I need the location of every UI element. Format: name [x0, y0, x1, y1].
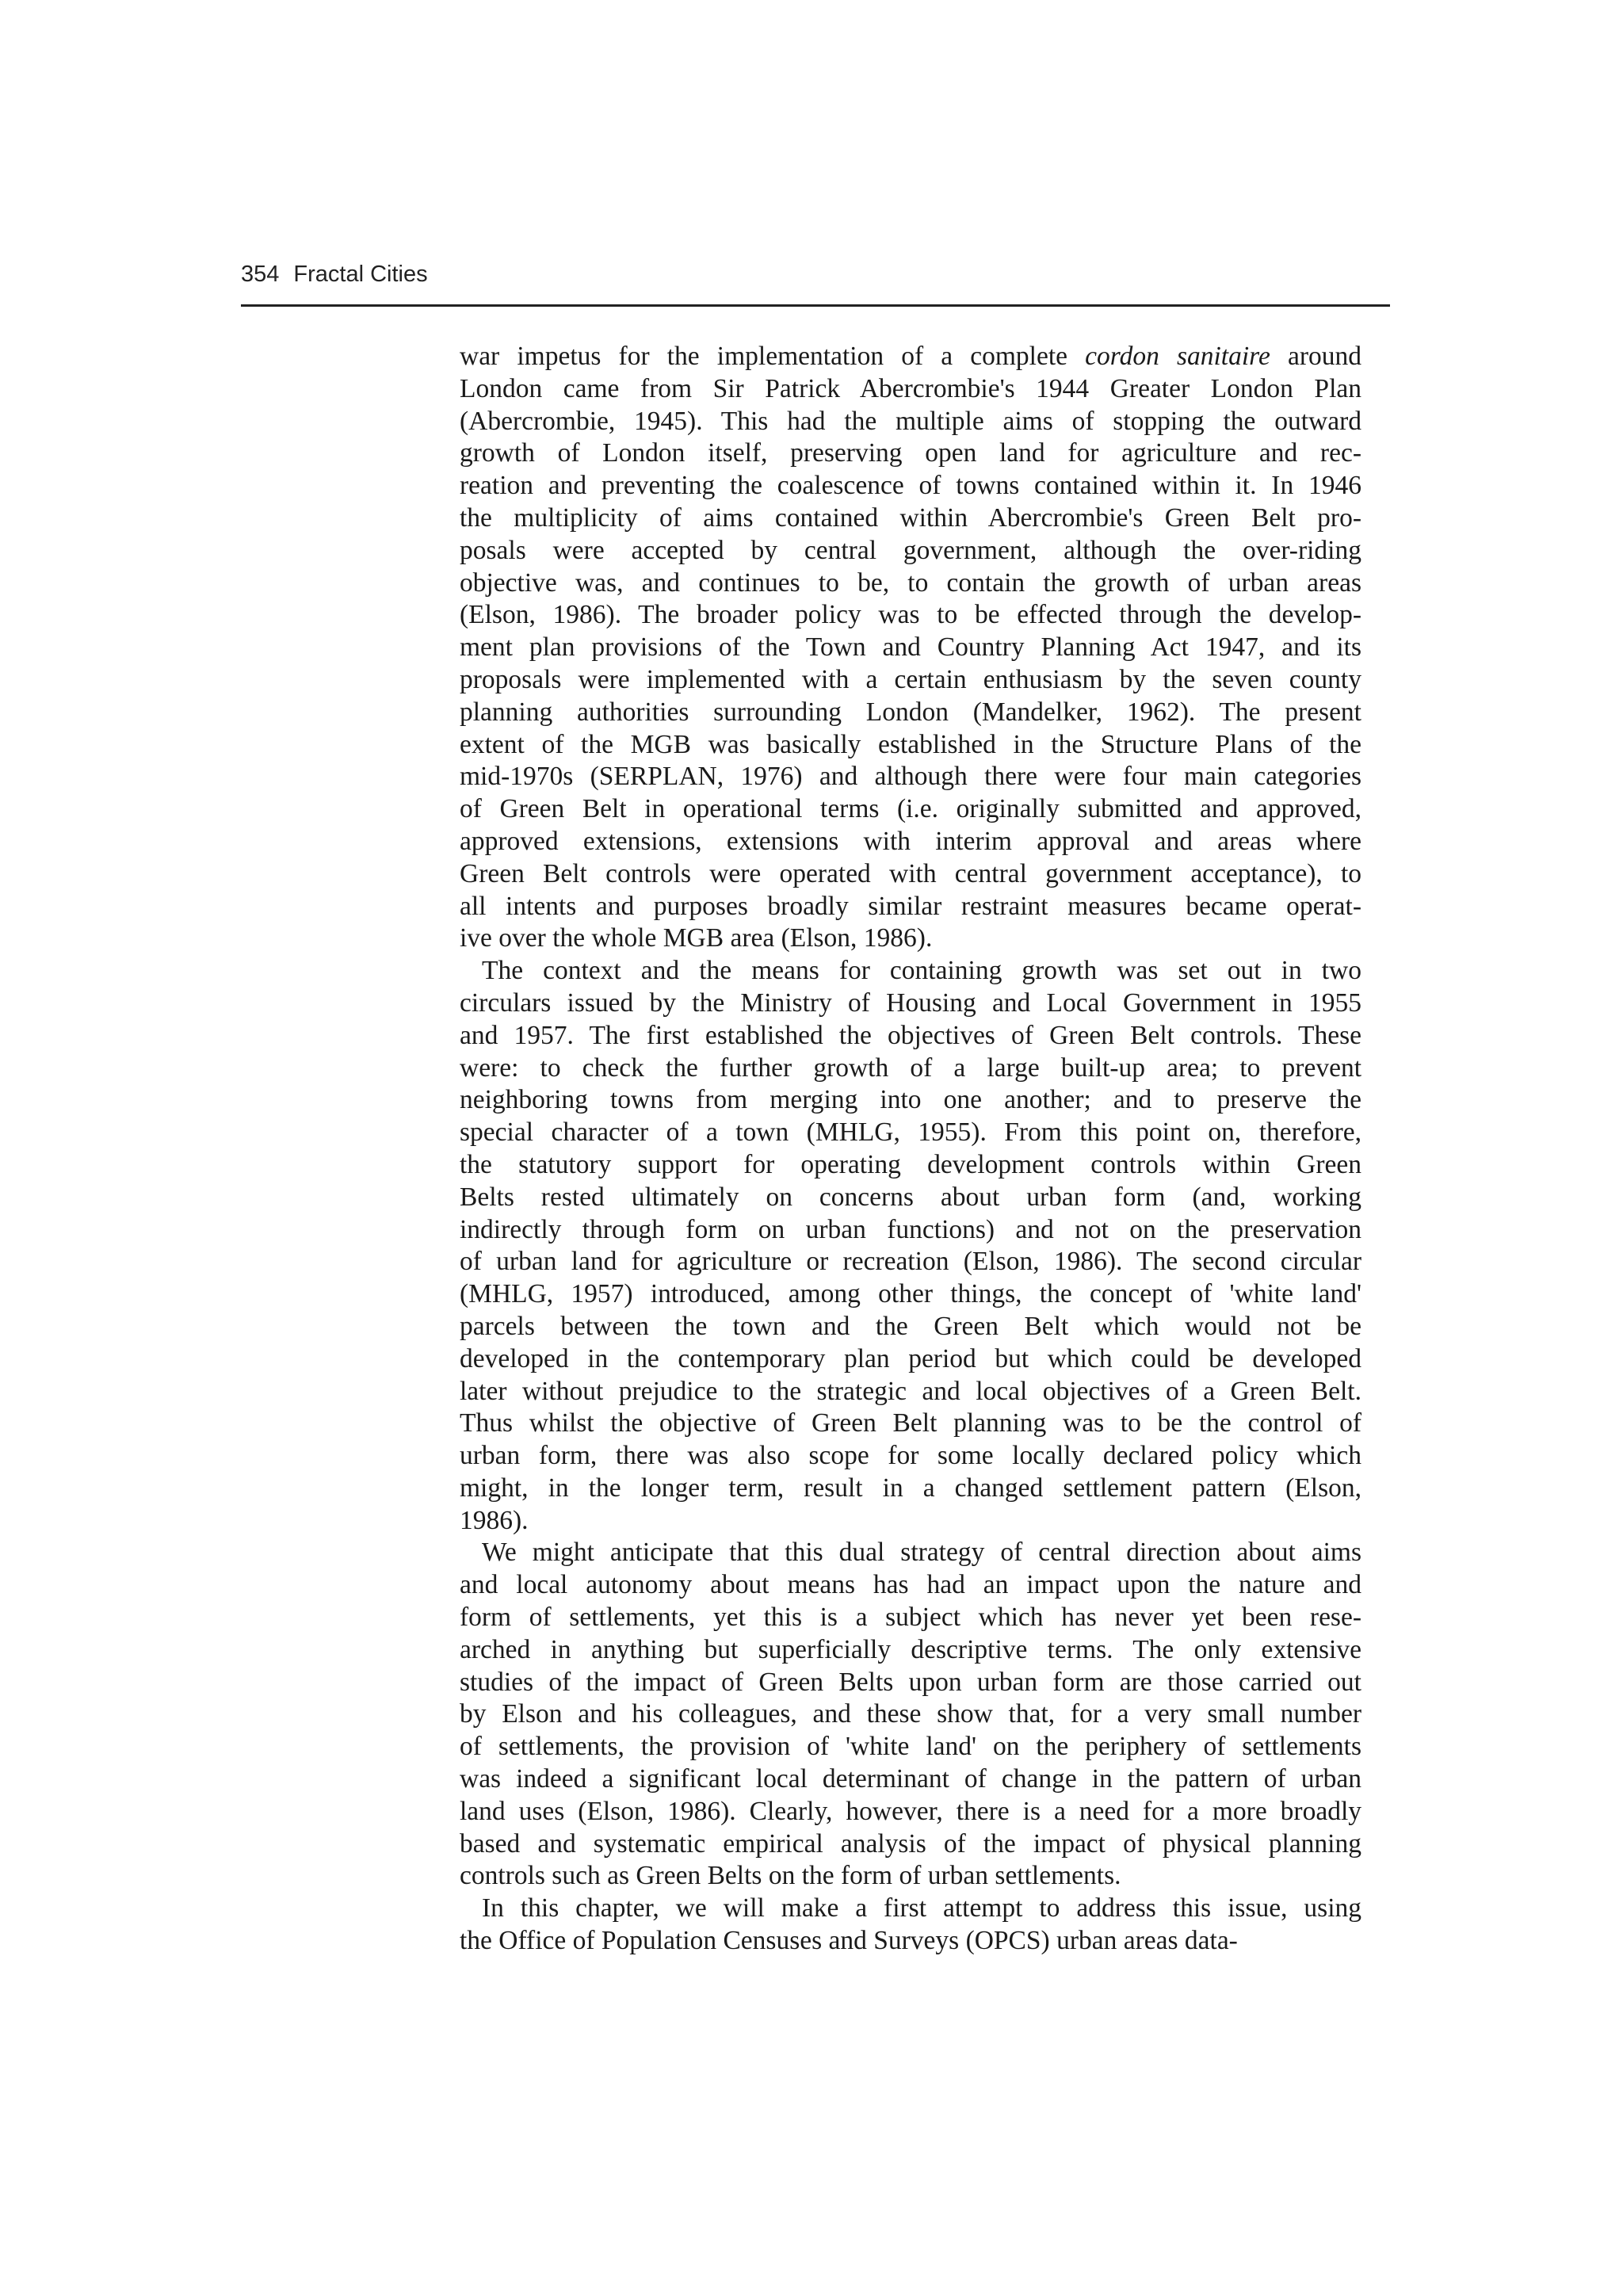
- text-line: of settlements, the provision of 'white land' on the periphery of settlements: [460, 1732, 1361, 1762]
- text-line: growth of London itself, preserving open land for agriculture and rec-: [460, 438, 1361, 468]
- text-line: land uses (Elson, 1986). Clearly, however, there is a need for a more broadly: [460, 1796, 1361, 1826]
- text-line: might, in the longer term, result in a changed settlement pattern (Elson,: [460, 1473, 1361, 1503]
- paragraph: [460, 1893, 1361, 1958]
- text-line: form of settlements, yet this is a subject which has never yet been rese-: [460, 1603, 1361, 1633]
- text-line: We might anticipate that this dual strategy of central direction about aims: [482, 1538, 1361, 1568]
- italic-term: cordon sanitaire: [1085, 342, 1270, 371]
- text-line: extent of the MGB was basically established in the Structure Plans of the: [460, 729, 1361, 759]
- text-line: 1986).: [460, 1505, 529, 1535]
- text-line: (Abercrombie, 1945). This had the multiple aims of stopping the outward: [460, 406, 1361, 436]
- paragraph: [460, 1537, 1361, 1893]
- text-line: studies of the impact of Green Belts upon urban form are those carried out: [460, 1667, 1361, 1697]
- text-line: Green Belt controls were operated with central government acceptance), to: [460, 858, 1361, 888]
- text-line: arched in anything but superficially descriptive terms. The only extensive: [460, 1634, 1361, 1664]
- text-line: indirectly through form on urban functions) and not on the preservation: [460, 1214, 1361, 1244]
- text-line: the Office of Population Censuses and Surveys (OPCS) urban areas data-: [460, 1926, 1238, 1956]
- text-line: urban form, there was also scope for some locally declared policy which: [460, 1441, 1361, 1471]
- text-line: (Elson, 1986). The broader policy was to be effected through the develop-: [460, 600, 1361, 630]
- text-line: were: to check the further growth of a large built-up area; to prevent: [460, 1052, 1361, 1083]
- text-line: reation and preventing the coalescence of towns contained within it. In 1946: [460, 471, 1361, 501]
- page-number: 354: [241, 262, 280, 287]
- text-line: ive over the whole MGB area (Elson, 1986).: [460, 923, 933, 953]
- text-line: proposals were implemented with a certain enthusiasm by the seven county: [460, 664, 1361, 694]
- text-line: based and systematic empirical analysis of the impact of physical planning: [460, 1828, 1361, 1859]
- text-line: the multiplicity of aims contained within Abercrombie's Green Belt pro-: [460, 502, 1361, 533]
- text-line: developed in the contemporary plan period but which could be developed: [460, 1343, 1361, 1373]
- text-line: war impetus for the implementation of a complete cordon sanitaire around: [460, 342, 1361, 371]
- body-text: [460, 341, 1361, 1958]
- text-line: of urban land for agriculture or recreation (Elson, 1986). The second circular: [460, 1247, 1361, 1277]
- text-line: planning authorities surrounding London (Mandelker, 1962). The present: [460, 697, 1361, 727]
- text-line: was indeed a significant local determinant of change in the pattern of urban: [460, 1764, 1361, 1794]
- text-line: and 1957. The first established the objectives of Green Belt controls. These: [460, 1020, 1361, 1050]
- text-line: posals were accepted by central government, although the over-riding: [460, 535, 1361, 565]
- text-line: objective was, and continues to be, to contain the growth of urban areas: [460, 567, 1361, 598]
- text-line: and local autonomy about means has had an impact upon the nature and: [460, 1570, 1361, 1600]
- text-line: mid-1970s (SERPLAN, 1976) and although there were four main categories: [460, 762, 1361, 792]
- text-line: parcels between the town and the Green Belt which would not be: [460, 1311, 1361, 1341]
- text-line: Belts rested ultimately on concerns about urban form (and, working: [460, 1182, 1361, 1212]
- text-line: later without prejudice to the strategic and local objectives of a Green Belt.: [460, 1376, 1361, 1406]
- running-title: Fractal Cities: [293, 262, 428, 287]
- text-line: In this chapter, we will make a first attempt to address this issue, using: [482, 1893, 1361, 1924]
- text-line: The context and the means for containing growth was set out in two: [482, 956, 1361, 986]
- text-line: the statutory support for operating development controls within Green: [460, 1149, 1361, 1179]
- paragraph: [460, 955, 1361, 1537]
- text-line: Thus whilst the objective of Green Belt planning was to be the control of: [460, 1408, 1361, 1438]
- text-line: neighboring towns from merging into one another; and to preserve the: [460, 1085, 1361, 1115]
- header-rule: [241, 304, 1390, 307]
- text-line: (MHLG, 1957) introduced, among other things, the concept of 'white land': [460, 1279, 1361, 1309]
- text-line: ment plan provisions of the Town and Country Planning Act 1947, and its: [460, 632, 1361, 663]
- text-line: all intents and purposes broadly similar restraint measures became operat-: [460, 891, 1361, 921]
- text-line: approved extensions, extensions with interim approval and areas where: [460, 826, 1361, 856]
- text-line: controls such as Green Belts on the form of urban settlements.: [460, 1861, 1121, 1891]
- text-line: of Green Belt in operational terms (i.e. originally submitted and approved,: [460, 794, 1361, 824]
- running-head: [241, 262, 1390, 296]
- text-line: circulars issued by the Ministry of Housing and Local Government in 1955: [460, 988, 1361, 1018]
- text-line: London came from Sir Patrick Abercrombie's 1944 Greater London Plan: [460, 373, 1361, 403]
- paragraph: [460, 341, 1361, 955]
- text-line: by Elson and his colleagues, and these show that, for a very small number: [460, 1699, 1361, 1729]
- text-line: special character of a town (MHLG, 1955). From this point on, therefore,: [460, 1117, 1361, 1148]
